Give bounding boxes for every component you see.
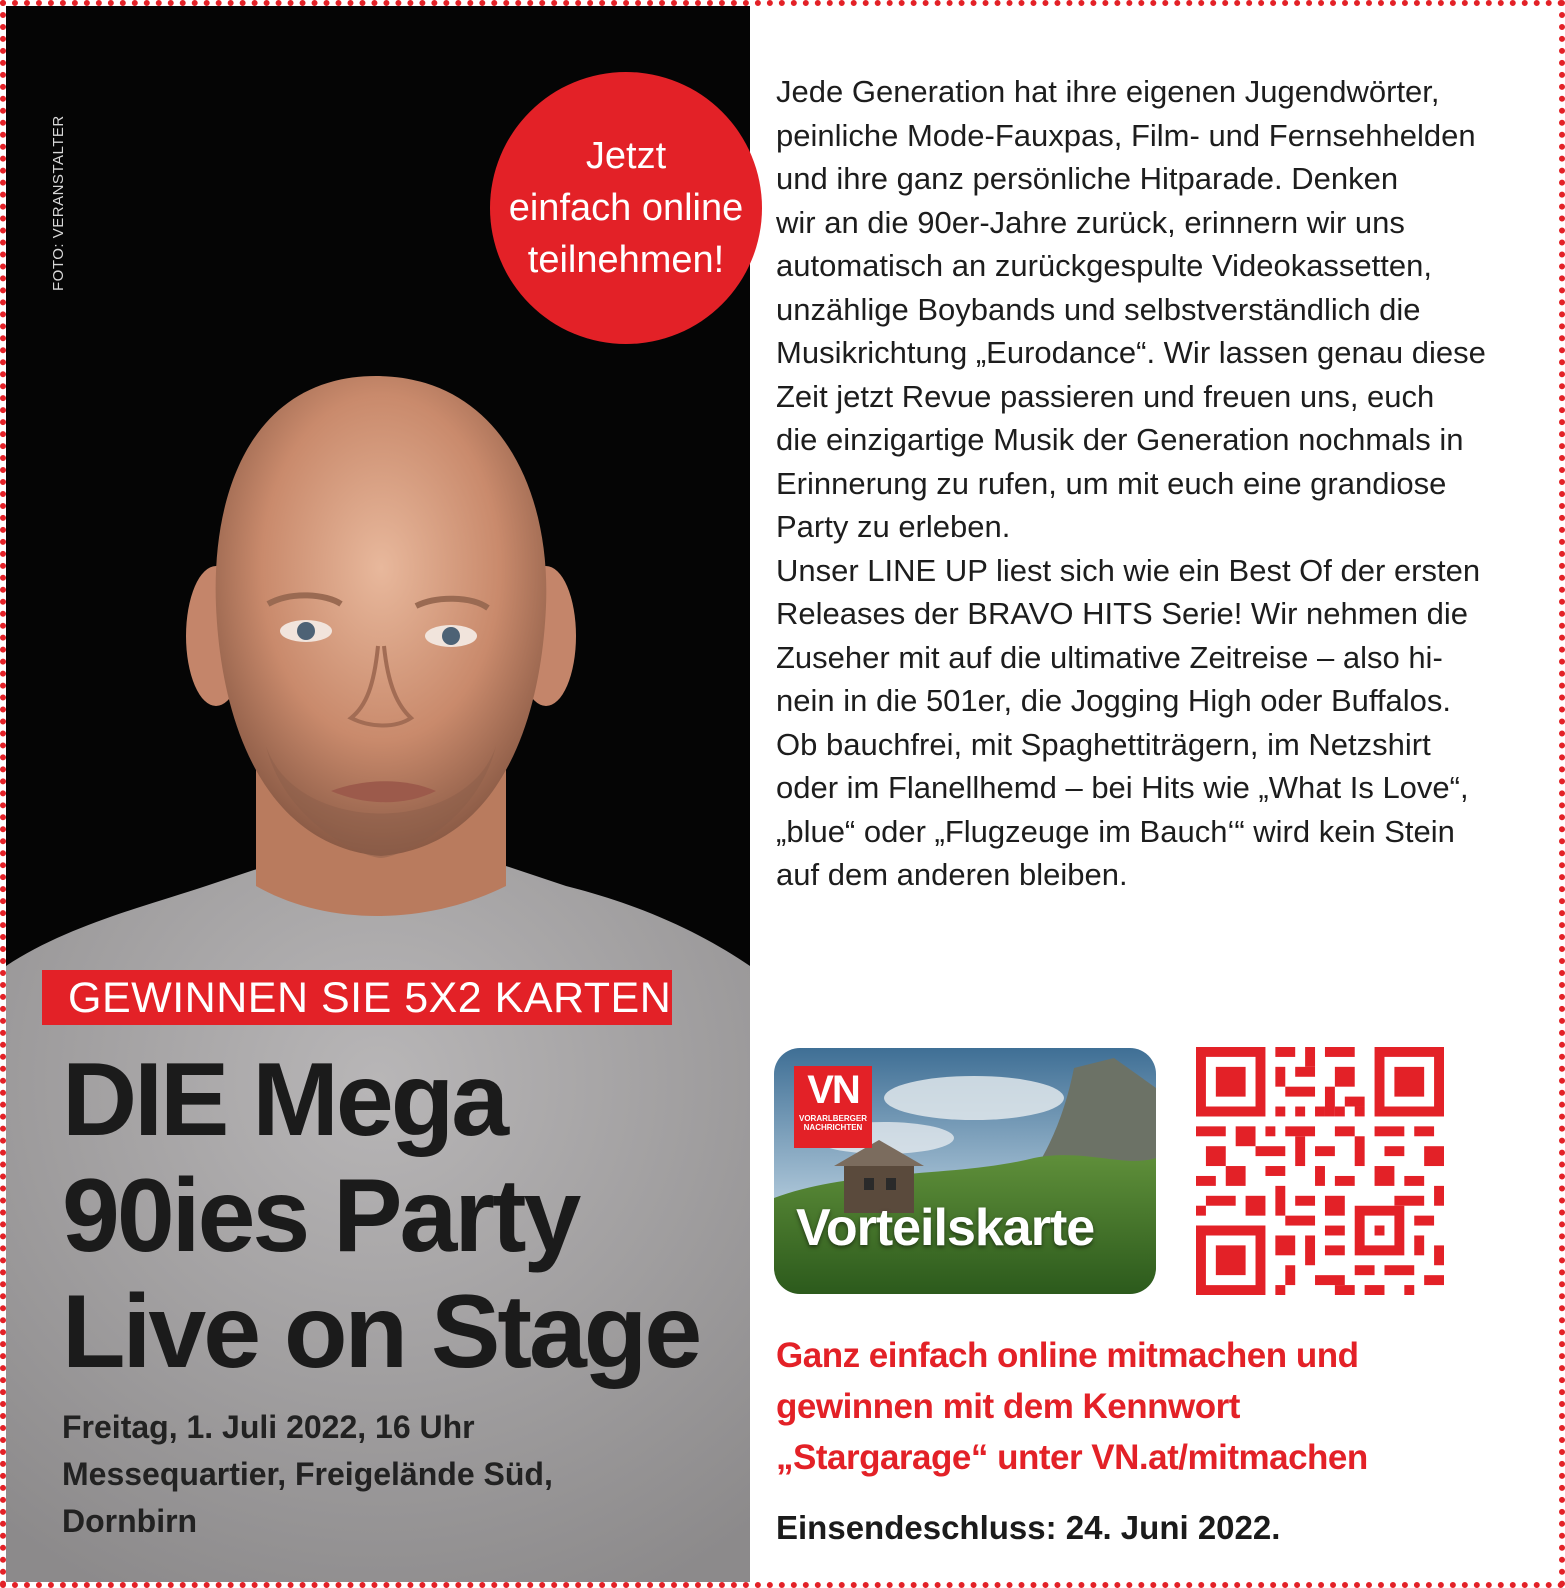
- body-line: Party zu erleben.: [776, 509, 1011, 544]
- body-line: wir an die 90er-Jahre zurück, erinnern wir uns: [776, 204, 1405, 240]
- body-line: automatisch an zurückgespulte Videokassetten,: [776, 248, 1432, 283]
- headline-line: Live on Stage: [62, 1274, 700, 1390]
- badge-line: einfach online: [508, 187, 744, 229]
- cta-line: „Stargarage“ unter VN.at/mitmachen: [776, 1438, 1368, 1477]
- body-line: Zuseher mit auf die ultimative Zeitreise – also hi-: [776, 639, 1443, 675]
- body-line: „blue“ oder „Flugzeuge im Bauch‘“ wird kein Stein: [776, 813, 1455, 849]
- qr-code-icon[interactable]: [1196, 1047, 1444, 1295]
- body-line: auf dem anderen bleiben.: [776, 857, 1128, 892]
- prize-ribbon: GEWINNEN SIE 5X2 KARTEN: [42, 970, 672, 1025]
- vn-logo-subtitle: NACHRICHTEN: [803, 1123, 863, 1132]
- event-headline: [62, 1042, 699, 1390]
- vn-logo-subtitle: VORARLBERGER: [798, 1114, 867, 1123]
- body-line: die einzigartige Musik der Generation nochmals in: [776, 422, 1464, 457]
- headline-line: DIE Mega: [62, 1042, 507, 1158]
- entry-deadline: Einsendeschluss: 24. Juni 2022.: [776, 1509, 1281, 1546]
- body-line: oder im Flanellhemd – bei Hits wie „What Is Love“,: [776, 770, 1469, 805]
- headline-line: 90ies Party: [62, 1158, 579, 1274]
- event-venue: Messequartier, Freigelände Süd,: [62, 1456, 553, 1492]
- body-line: und ihre ganz persönliche Hitparade. Denken: [776, 161, 1399, 196]
- body-line: Unser LINE UP liest sich wie ein Best Of der ersten: [776, 552, 1481, 588]
- body-line: Ob bauchfrei, mit Spaghettiträgern, im Netzshirt: [776, 726, 1431, 762]
- vn-logo-mark: VN: [807, 1068, 859, 1112]
- cta-line: gewinnen mit dem Kennwort: [776, 1387, 1240, 1426]
- body-line: Jede Generation hat ihre eigenen Jugendwörter,: [776, 74, 1440, 109]
- cta-line: Ganz einfach online mitmachen und: [776, 1336, 1359, 1375]
- card-title: Vorteilskarte: [796, 1199, 1095, 1257]
- body-line: Musikrichtung „Eurodance“. Wir lassen genau diese: [776, 335, 1486, 370]
- event-date: Freitag, 1. Juli 2022, 16 Uhr: [62, 1409, 475, 1445]
- body-line: unzählige Boybands und selbstverständlich die: [776, 291, 1421, 327]
- online-participation-badge: [490, 72, 762, 344]
- vn-logo: [794, 1066, 872, 1148]
- photo-credit: FOTO: VERANSTALTER: [50, 115, 67, 291]
- participation-instructions: [776, 1330, 1368, 1483]
- body-line: peinliche Mode-Fauxpas, Film- und Fernsehhelden: [776, 117, 1476, 153]
- article-body: [776, 70, 1546, 897]
- body-line: nein in die 501er, die Jogging High oder Buffalos.: [776, 683, 1452, 718]
- badge-line: Jetzt: [585, 135, 667, 177]
- body-line: Erinnerung zu rufen, um mit euch eine grandiose: [776, 465, 1447, 501]
- badge-line: teilnehmen!: [527, 239, 725, 281]
- vorteilskarte-card: [774, 1048, 1156, 1294]
- body-line: Releases der BRAVO HITS Serie! Wir nehmen die: [776, 596, 1469, 631]
- event-details: [62, 1404, 553, 1545]
- body-line: Zeit jetzt Revue passieren und freuen uns, euch: [776, 378, 1435, 414]
- event-city: Dornbirn: [62, 1503, 198, 1539]
